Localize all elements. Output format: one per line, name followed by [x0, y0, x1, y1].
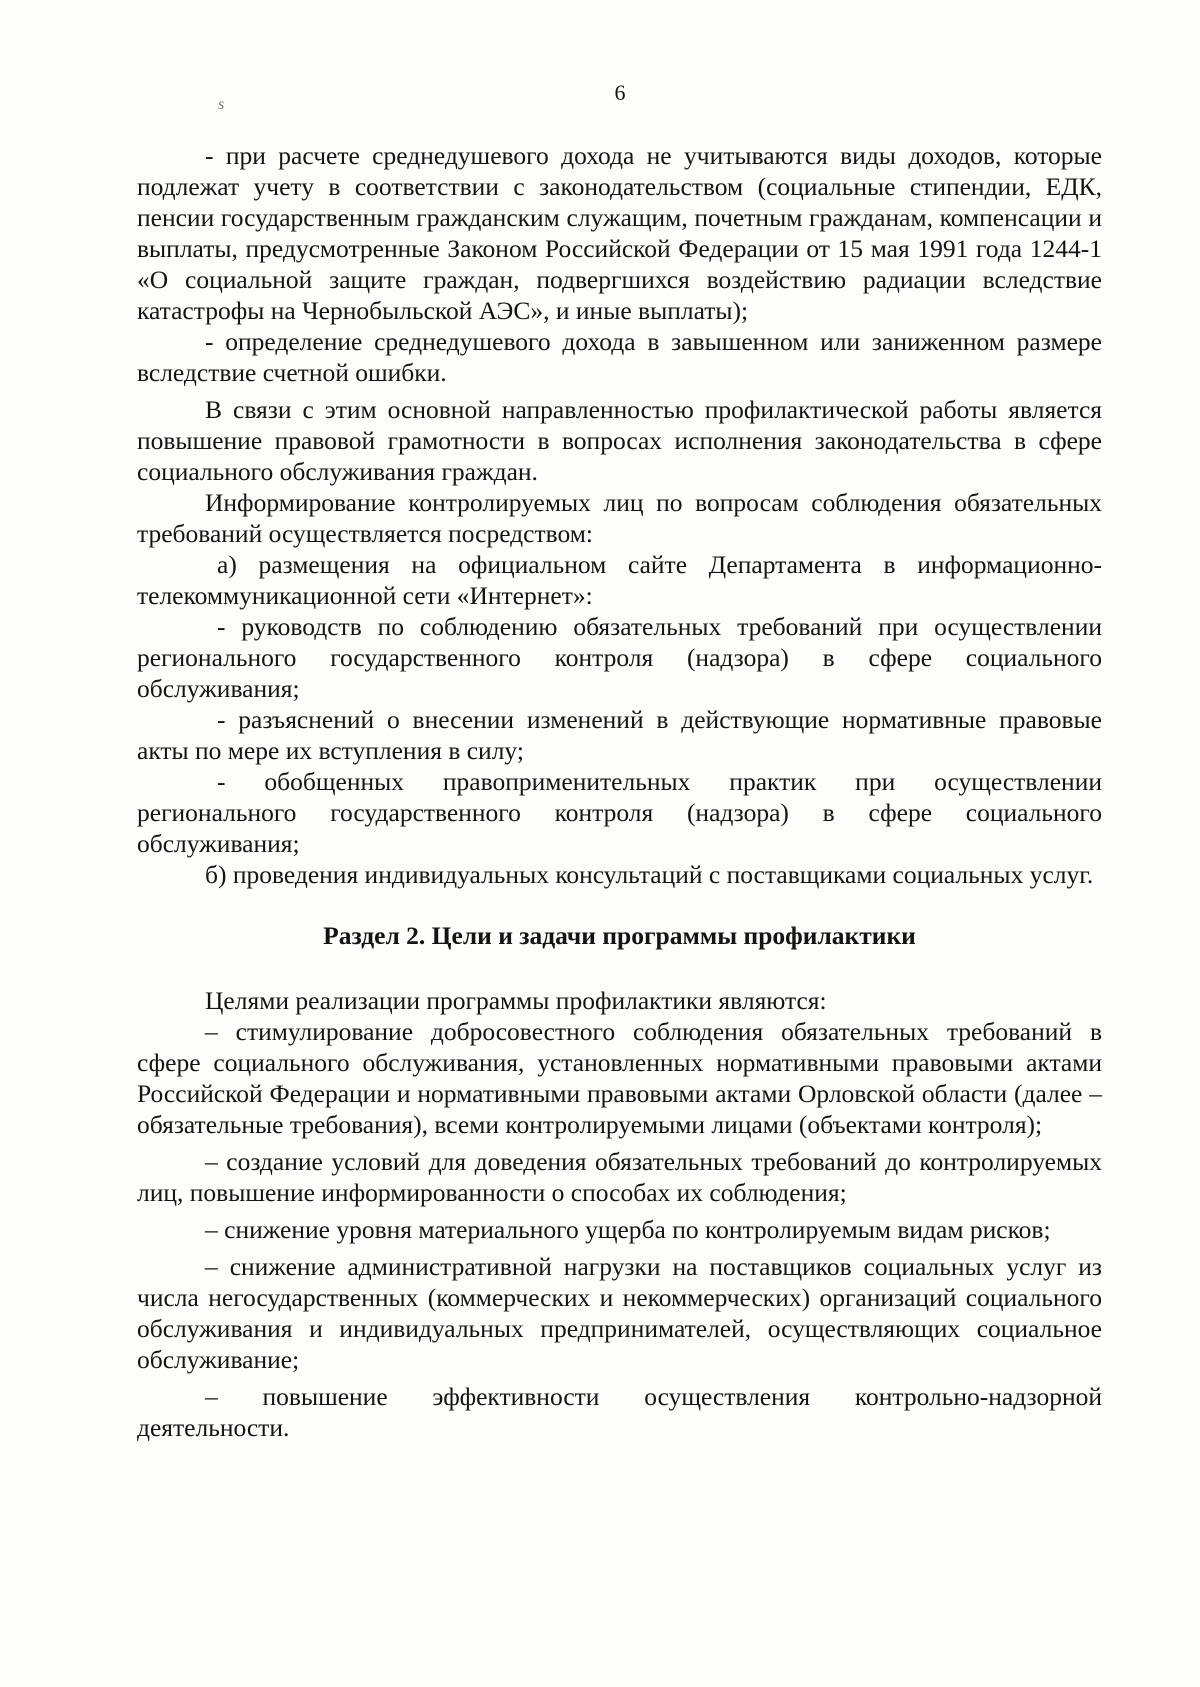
goal-efficiency: – повышение эффективности осуществления контрольно-надзорной деятельности.	[137, 1382, 1102, 1442]
document-body	[137, 140, 1102, 1443]
paragraph-item-a: а) размещения на официальном сайте Департамента в информационно-телекоммуникационной сети «Интернет»:	[137, 550, 1102, 610]
paragraph-income-exclusions: - при расчете среднедушевого дохода не учитываются виды доходов, которые подлежат учету в соответствии с законодательством (социальные стипендии, ЕДК, пенсии государственным гражданским служащим, почетным гражданам, компенсации и выплаты, предусмотренные Законом Российской Федерации от 15 мая 1991 года 1244-1 «О социальной защите граждан, подвергшихся воздействию радиации вследствие катастрофы на Чернобыльской АЭС», и иные выплаты);	[137, 141, 1102, 325]
section-title: Раздел 2. Цели и задачи программы профилактики	[323, 921, 916, 950]
paragraph-practices: - обобщенных правоприменительных практик при осуществлении регионального государственного контроля (надзора) в сфере социального обслуживания;	[137, 767, 1102, 858]
paragraph-guides: - руководств по соблюдению обязательных требований при осуществлении регионального государственного контроля (надзора) в сфере социального обслуживания;	[137, 612, 1102, 703]
paragraph-clarifications: - разъяснений о внесении изменений в действующие нормативные правовые акты по мере их вступления в силу;	[137, 705, 1102, 765]
paragraph-income-error: - определение среднедушевого дохода в завышенном или заниженном размере вследствие счетной ошибки.	[137, 327, 1102, 387]
goal-damage-reduction: – снижение уровня материального ущерба по контролируемым видам рисков;	[205, 1215, 1051, 1244]
goal-stimulation: – стимулирование добросовестного соблюдения обязательных требований в сфере социального обслуживания, установленных нормативными правовыми актами Российской Федерации и нормативными правовыми актами Орловской области (далее – обязательные требования), всеми контролируемыми лицами (объектами контроля);	[137, 1017, 1102, 1139]
scan-mark: ѕ	[218, 96, 225, 113]
page-number: 6	[614, 80, 626, 105]
paragraph-item-b: б) проведения индивидуальных консультаций с поставщиками социальных услуг.	[205, 860, 1094, 889]
paragraph-goals-intro: Целями реализации программы профилактики являются:	[205, 986, 827, 1015]
paragraph-prevention-focus: В связи с этим основной направленностью профилактической работы является повышение правовой грамотности в вопросах исполнения законодательства в сфере социального обслуживания граждан.	[137, 395, 1102, 486]
goal-burden-reduction: – снижение административной нагрузки на поставщиков социальных услуг из числа негосударственных (коммерческих и некоммерческих) организаций социального обслуживания и индивидуальных предпринимателей, осуществляющих социальное обслуживание;	[137, 1252, 1102, 1374]
goal-conditions: – создание условий для доведения обязательных требований до контролируемых лиц, повышение информированности о способах их соблюдения;	[137, 1147, 1102, 1207]
paragraph-informing: Информирование контролируемых лиц по вопросам соблюдения обязательных требований осуществляется посредством:	[137, 488, 1102, 548]
